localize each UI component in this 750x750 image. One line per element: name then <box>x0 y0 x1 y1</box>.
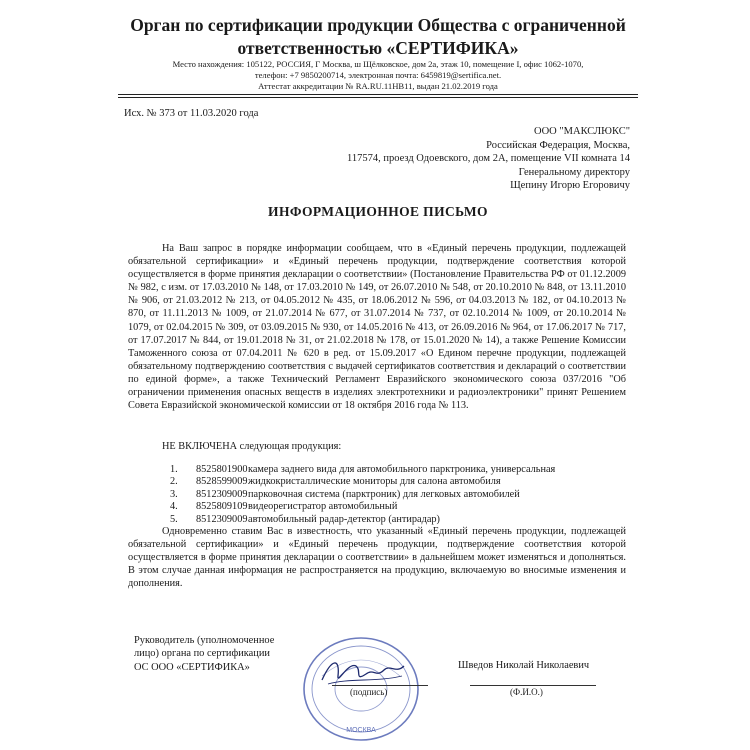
product-number: 2. <box>170 476 178 488</box>
product-code: 8525801900 <box>196 464 248 475</box>
header-divider-thin <box>118 97 638 98</box>
intro-text <box>128 242 626 412</box>
document-title: ИНФОРМАЦИОННОЕ ПИСЬМО <box>268 204 488 219</box>
org-title: Орган по сертификации продукции Общества с ограниченной ответственностью «СЕРТИФИКА» <box>130 15 626 58</box>
list-item <box>170 464 630 476</box>
product-number: 5. <box>170 513 178 525</box>
product-code: 8512309009 <box>196 488 248 500</box>
product-name: автомобильный радар-детектор (антирадар) <box>248 513 440 525</box>
product-code: 8525809109 <box>196 501 248 513</box>
product-code: 8512309009 <box>196 513 248 525</box>
signature-line <box>332 685 428 686</box>
signer-role <box>134 634 294 674</box>
list-item <box>170 476 630 488</box>
fio-line <box>470 685 596 686</box>
list-item <box>170 489 630 501</box>
recipient-name: Щепину Игорю Егоровичу <box>510 180 630 192</box>
closing-text <box>128 525 626 590</box>
signer-name: Шведов Николай Николаевич <box>458 660 590 671</box>
product-name: видеорегистратор автомобильный <box>248 501 398 513</box>
list-item <box>170 501 630 513</box>
org-contacts <box>118 59 638 92</box>
org-accreditation: Аттестат аккредитации № RA.RU.11НВ11, выдан 21.02.2019 года <box>258 81 498 91</box>
org-address: Место нахождения: 105122, РОССИЯ, Г Москва, ш Щёлковское, дом 2а, этаж 10, помещение I, офис 1062-1070, <box>172 59 584 69</box>
signer-role-line: ОС ООО «СЕРТИФИКА» <box>134 661 250 673</box>
product-number: 3. <box>170 488 178 500</box>
product-name: камера заднего вида для автомобильного парктроника, универсальная <box>248 464 556 475</box>
product-number: 4. <box>170 501 178 513</box>
recipient-country-city: Российская Федерация, Москва, <box>486 139 630 151</box>
handwritten-signature-icon <box>318 652 408 692</box>
fio-caption: (Ф.И.О.) <box>510 687 543 697</box>
product-list <box>170 464 630 526</box>
product-code: 8528599009 <box>196 476 248 488</box>
product-name: жидкокристаллические мониторы для салона автомобиля <box>248 476 501 488</box>
excluded-heading: НЕ ВКЛЮЧЕНА следующая продукция: <box>162 441 342 452</box>
signature-caption: (подпись) <box>350 687 388 697</box>
header-divider <box>118 94 638 95</box>
product-number: 1. <box>170 464 178 475</box>
closing-paragraph: Одновременно ставим Вас в известность, что указанный «Единый перечень продукции, подлежащей обязательной сертификации» и «Единый перечень продукции, подтверждение соответствия которой осуществляется в форме принятия декларации о соответствии» в дальнейшем может изменяться и дополняться. В этом случае данная информация не распространяется на продукцию, включаемую во вносимые изменения и дополнения. <box>128 526 626 590</box>
recipient-position: Генеральному директору <box>518 166 630 178</box>
org-phone-email: телефон: +7 9850200714, электронная почта: 6459819@sertifica.net. <box>254 70 502 80</box>
recipient-block <box>270 125 630 193</box>
outgoing-number: Исх. № 373 от 11.03.2020 года <box>124 108 259 119</box>
signer-role-line: лицо) органа по сертификации <box>134 648 270 660</box>
recipient-address: 117574, проезд Одоевского, дом 2А, помещение VII комната 14 <box>346 153 630 165</box>
signer-role-line: Руководитель (уполномоченное <box>134 635 275 646</box>
recipient-company: ООО "МАКСЛЮКС" <box>533 126 630 137</box>
stamp-city: МОСКВА <box>346 727 376 734</box>
product-name: парковочная система (парктроник) для легковых автомобилей <box>248 488 520 500</box>
intro-paragraph: На Ваш запрос в порядке информации сообщаем, что в «Единый перечень продукции, подлежащей обязательной сертификации» и «Единый перечень продукции, подтверждение соответствия которой осуществляется в форме принятия декларации о соответствии» (Постановление Правительства РФ от 01.12.2009 № 982, с изм. от 17.03.2010 № 148, от 17.03.2010 № 149, от 26.07.2010 № 548, от 20.10.2010 № 848, от 13.11.2010 № 906, от 21.03.2012 № 213, от 04.05.2012 № 435, от 18.06.2012 № 596, от 04.03.2013 № 182, от 04.10.2013 № 870, от 11.11.2013 № 1009, от 21.07.2014 № 677, от 31.07.2014 № 737, от 02.10.2014 № 1009, от 20.10.2014 № 1079, от 02.04.2015 № 309, от 03.09.2015 № 930, от 14.05.2016 № 413, от 26.09.2016 № 964, от 17.06.2017 № 717, от 17.07.2017 № 844, от 19.01.2018 № 31, от 21.02.2018 № 178, от 15.01.2020 № 14), а также Решение Комиссии Таможенного союза от 07.04.2011 № 620 в ред. от 15.09.2017 «О Едином перечне продукции, подлежащей обязательному подтверждению соответствия с выдачей сертификатов соответствия и деклараций о соответствии по единой форме», а также Технический Регламент Евразийского экономического союза 037/2016 "Об ограничении применения опасных веществ в изделиях электротехники и радиоэлектроники" принят Решением Совета Евразийской экономической комиссии от 18 октября 2016 года № 113. <box>128 243 626 412</box>
